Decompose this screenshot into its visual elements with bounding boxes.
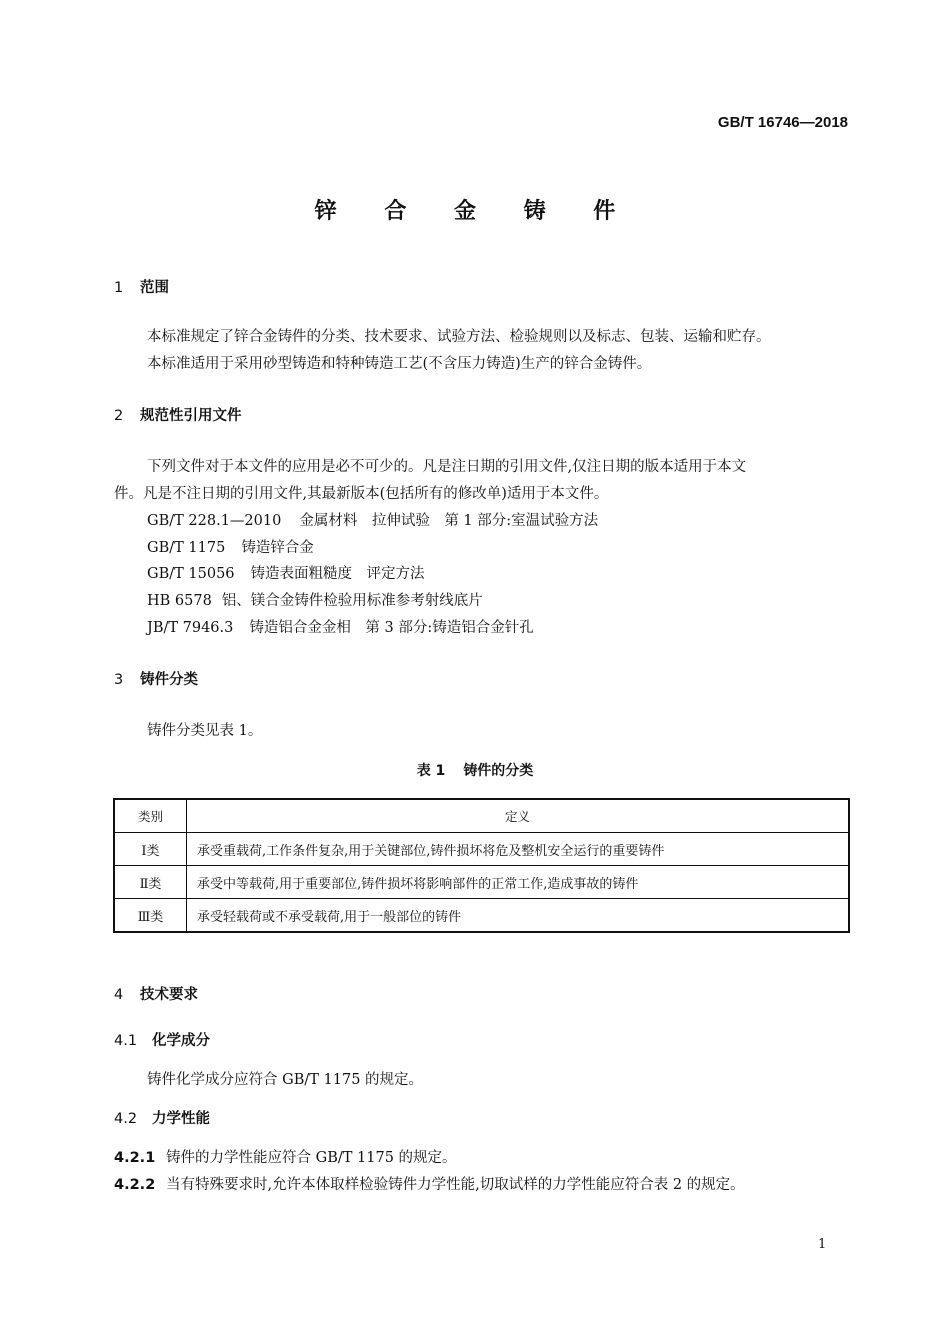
subsection-number: 4.1 <box>114 1033 138 1049</box>
reference-item <box>147 536 314 557</box>
classification-table <box>113 798 850 933</box>
definition-cell: 承受重载荷,工作条件复杂,用于关键部位,铸件损坏将危及整机安全运行的重要铸件 <box>187 833 850 866</box>
reference-title: 铸造铝合金金相 第 3 部分:铸造铝合金针孔 <box>249 620 534 636</box>
subsection-4-1-heading <box>114 1029 210 1050</box>
paragraph-continuation: 件。凡是不注日期的引用文件,其最新版本(包括所有的修改单)适用于本文件。 <box>114 486 609 502</box>
reference-item <box>147 589 483 610</box>
paragraph: 下列文件对于本文件的应用是必不可少的。凡是注日期的引用文件,仅注日期的版本适用于本文 <box>147 459 747 475</box>
subsection-4-2-heading <box>114 1107 210 1128</box>
section-title: 铸件分类 <box>140 672 198 688</box>
subsection-number: 4.2 <box>114 1111 138 1127</box>
paragraph: 铸件分类见表 1。 <box>147 723 263 739</box>
definition-cell: 承受中等载荷,用于重要部位,铸件损坏将影响部件的正常工作,造成事故的铸件 <box>187 866 850 899</box>
category-cell: Ⅰ类 <box>114 833 187 866</box>
section-3-heading <box>114 668 198 689</box>
subsection-title: 力学性能 <box>152 1111 210 1127</box>
reference-code: HB 6578 <box>147 593 212 609</box>
reference-title: 铸造表面粗糙度 评定方法 <box>250 566 425 582</box>
section-number: 4 <box>114 987 124 1003</box>
clause-4-2-2 <box>114 1173 745 1194</box>
paragraph: 本标准适用于采用砂型铸造和特种铸造工艺(不含压力铸造)生产的锌合金铸件。 <box>147 356 652 372</box>
section-number: 2 <box>114 408 124 424</box>
table-title: 铸件的分类 <box>463 763 534 779</box>
section-1-heading <box>114 276 169 297</box>
paragraph: 铸件化学成分应符合 GB/T 1175 的规定。 <box>147 1072 424 1088</box>
subsection-title: 化学成分 <box>152 1033 210 1049</box>
reference-item <box>147 509 598 530</box>
page-number: 1 <box>818 1237 827 1252</box>
section-title: 范围 <box>140 280 169 296</box>
reference-title: 铝、镁合金铸件检验用标准参考射线底片 <box>221 593 483 609</box>
reference-title: 铸造锌合金 <box>241 540 314 556</box>
reference-item <box>147 562 425 583</box>
section-4-heading <box>114 983 198 1004</box>
header-definition: 定义 <box>187 799 850 833</box>
table-row <box>114 866 849 899</box>
document-title: 锌 合 金 铸 件 <box>314 199 636 224</box>
reference-code: GB/T 15056 <box>147 566 235 582</box>
clause-number: 4.2.1 <box>114 1150 156 1166</box>
category-cell: Ⅱ类 <box>114 866 187 899</box>
table-row <box>114 833 849 866</box>
table-number: 表 1 <box>416 763 446 779</box>
category-cell: Ⅲ类 <box>114 899 187 933</box>
clause-text: 铸件的力学性能应符合 GB/T 1175 的规定。 <box>166 1150 457 1166</box>
paragraph: 本标准规定了锌合金铸件的分类、技术要求、试验方法、检验规则以及标志、包装、运输和贮存。 <box>147 329 771 345</box>
standard-number: GB/T 16746—2018 <box>717 114 848 131</box>
reference-code: GB/T 228.1—2010 <box>147 513 282 529</box>
section-title: 技术要求 <box>140 987 198 1003</box>
clause-number: 4.2.2 <box>114 1177 156 1193</box>
table-caption <box>0 760 950 780</box>
header-category: 类别 <box>114 799 187 833</box>
section-number: 1 <box>114 280 124 296</box>
table-header-row <box>114 799 849 833</box>
reference-title: 金属材料 拉伸试验 第 1 部分:室温试验方法 <box>299 513 599 529</box>
reference-code: GB/T 1175 <box>147 540 226 556</box>
section-title: 规范性引用文件 <box>140 408 242 424</box>
clause-text: 当有特殊要求时,允许本体取样检验铸件力学性能,切取试样的力学性能应符合表 2 的规定。 <box>166 1177 745 1193</box>
table-row <box>114 899 849 933</box>
clause-4-2-1 <box>114 1146 457 1167</box>
section-number: 3 <box>114 672 124 688</box>
reference-code: JB/T 7946.3 <box>147 620 234 636</box>
definition-cell: 承受轻载荷或不承受载荷,用于一般部位的铸件 <box>187 899 850 933</box>
reference-item <box>147 616 534 637</box>
section-2-heading <box>114 404 242 425</box>
